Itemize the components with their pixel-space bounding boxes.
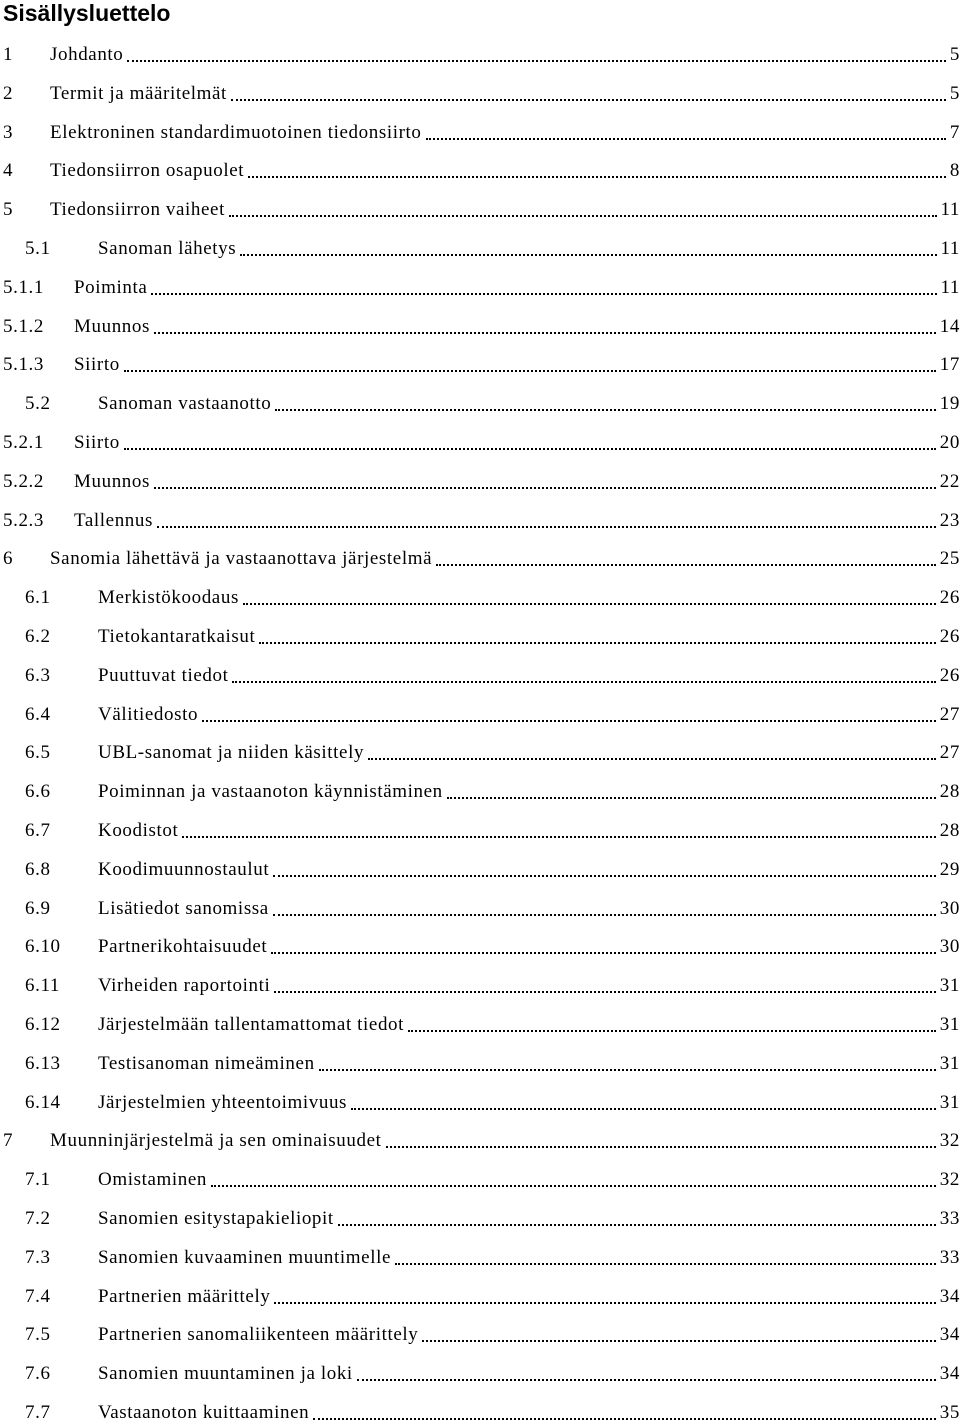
toc-entry[interactable]	[0, 1128, 960, 1152]
dot-leader	[436, 564, 936, 566]
dot-leader	[154, 332, 936, 334]
toc-entry-number: 6.5	[25, 742, 51, 764]
toc-entry[interactable]	[0, 430, 960, 454]
toc-entry-title: Sanomien kuvaaminen muuntimelle	[98, 1247, 391, 1269]
toc-entry-page: 5	[948, 44, 960, 66]
toc-entry-page: 28	[938, 820, 960, 842]
toc-entry[interactable]	[0, 818, 960, 842]
toc-entry[interactable]	[0, 42, 960, 66]
toc-entry-page: 31	[938, 1014, 960, 1036]
dot-leader	[368, 758, 936, 760]
toc-entry-page: 7	[948, 122, 960, 144]
toc-entry[interactable]	[0, 1361, 960, 1385]
toc-entry-page: 27	[938, 742, 960, 764]
dot-leader	[124, 370, 936, 372]
toc-entry-number: 6.8	[25, 859, 51, 881]
toc-entry-title: Elektroninen standardimuotoinen tiedonsiirto	[50, 122, 422, 144]
toc-entry-number: 6	[3, 548, 13, 570]
toc-entry[interactable]	[0, 314, 960, 338]
toc-entry-page: 32	[938, 1130, 960, 1152]
toc-entry[interactable]	[0, 857, 960, 881]
toc-entry-title: Johdanto	[50, 44, 123, 66]
toc-entry-page: 11	[939, 238, 960, 260]
toc-entry-title: Virheiden raportointi	[98, 975, 270, 997]
toc-entry-title: Merkistökoodaus	[98, 587, 239, 609]
toc-entry-number: 6.12	[25, 1014, 61, 1036]
dot-leader	[386, 1146, 936, 1148]
toc-entry-number: 5.1	[25, 238, 51, 260]
toc-entry-title: Poiminnan ja vastaanoton käynnistäminen	[98, 781, 443, 803]
toc-entry-page: 25	[938, 548, 960, 570]
toc-entry-title: Partnerien määrittely	[98, 1286, 270, 1308]
toc-entry[interactable]	[0, 779, 960, 803]
toc-entry-number: 6.3	[25, 665, 51, 687]
dot-leader	[274, 1302, 935, 1304]
toc-entry[interactable]	[0, 158, 960, 182]
toc-entry[interactable]	[0, 352, 960, 376]
toc-entry-page: 34	[938, 1324, 960, 1346]
dot-leader	[408, 1030, 936, 1032]
toc-entry[interactable]	[0, 546, 960, 570]
toc-entry-page: 20	[938, 432, 960, 454]
toc-entry-page: 8	[948, 160, 960, 182]
dot-leader	[229, 215, 937, 217]
toc-entry-number: 4	[3, 160, 13, 182]
toc-entry[interactable]	[0, 120, 960, 144]
toc-entry[interactable]	[0, 896, 960, 920]
toc-entry-page: 30	[938, 898, 960, 920]
dot-leader	[271, 952, 936, 954]
toc-entry-title: Järjestelmään tallentamattomat tiedot	[98, 1014, 404, 1036]
dot-leader	[127, 60, 945, 62]
toc-entry-number: 6.13	[25, 1053, 61, 1075]
toc-entry-number: 6.7	[25, 820, 51, 842]
toc-entry-title: Testisanoman nimeäminen	[98, 1053, 315, 1075]
dot-leader	[274, 991, 935, 993]
toc-entry-title: Termit ja määritelmät	[50, 83, 227, 105]
toc-entry-page: 11	[939, 199, 960, 221]
toc-entry-page: 11	[939, 277, 960, 299]
toc-entry-title: Sanoman vastaanotto	[98, 393, 271, 415]
dot-leader	[273, 875, 936, 877]
dot-leader	[243, 603, 936, 605]
toc-entry-number: 7.5	[25, 1324, 51, 1346]
toc-entry[interactable]	[0, 1206, 960, 1230]
toc-entry-title: Sanomia lähettävä ja vastaanottava järjestelmä	[50, 548, 432, 570]
toc-entry-page: 35	[938, 1402, 960, 1424]
toc-entry-page: 19	[938, 393, 960, 415]
toc-entry-title: Koodistot	[98, 820, 178, 842]
toc-entry-number: 6.6	[25, 781, 51, 803]
dot-leader	[357, 1379, 936, 1381]
toc-entry-number: 6.11	[25, 975, 60, 997]
toc-entry-number: 7.4	[25, 1286, 51, 1308]
toc-entry[interactable]	[0, 1245, 960, 1269]
toc-entry-title: Tallennus	[74, 510, 153, 532]
toc-entry[interactable]	[0, 702, 960, 726]
toc-entry-page: 34	[938, 1286, 960, 1308]
toc-entry[interactable]	[0, 1051, 960, 1075]
toc-entry-page: 26	[938, 626, 960, 648]
toc-entry[interactable]	[0, 624, 960, 648]
toc-entry-title: Siirto	[74, 354, 120, 376]
toc-entry-title: Välitiedosto	[98, 704, 198, 726]
toc-entry[interactable]	[0, 1284, 960, 1308]
dot-leader	[154, 487, 936, 489]
dot-leader	[395, 1263, 936, 1265]
dot-leader	[211, 1185, 936, 1187]
toc-entry-title: Poiminta	[74, 277, 147, 299]
toc-entry[interactable]	[0, 81, 960, 105]
toc-entry-title: Muunninjärjestelmä ja sen ominaisuudet	[50, 1130, 382, 1152]
toc-entry-page: 33	[938, 1208, 960, 1230]
dot-leader	[422, 1340, 935, 1342]
toc-entry-title: Lisätiedot sanomissa	[98, 898, 269, 920]
dot-leader	[151, 293, 936, 295]
toc-entry-title: Siirto	[74, 432, 120, 454]
toc-entry-page: 23	[938, 510, 960, 532]
toc-entry-title: Tiedonsiirron vaiheet	[50, 199, 225, 221]
toc-entry-number: 6.4	[25, 704, 51, 726]
toc-entry-number: 3	[3, 122, 13, 144]
toc-entry[interactable]	[0, 1090, 960, 1114]
toc-entry-number: 6.1	[25, 587, 51, 609]
toc-entry-number: 6.10	[25, 936, 61, 958]
toc-entry-number: 7.1	[25, 1169, 51, 1191]
toc-entry[interactable]	[0, 391, 960, 415]
dot-leader	[447, 797, 936, 799]
toc-entry[interactable]	[0, 275, 960, 299]
dot-leader	[313, 1418, 936, 1420]
toc-entry-page: 5	[948, 83, 960, 105]
toc-entry-title: Sanoman lähetys	[98, 238, 236, 260]
toc-entry-page: 31	[938, 975, 960, 997]
dot-leader	[351, 1108, 936, 1110]
toc-entry-page: 32	[938, 1169, 960, 1191]
toc-entry[interactable]	[0, 236, 960, 260]
toc-entry[interactable]	[0, 197, 960, 221]
toc-entry-title: Muunnos	[74, 471, 150, 493]
toc-entry-page: 14	[938, 316, 960, 338]
dot-leader	[426, 138, 946, 140]
dot-leader	[259, 642, 935, 644]
toc-entry-title: Partnerikohtaisuudet	[98, 936, 267, 958]
toc-entry-page: 30	[938, 936, 960, 958]
toc-entry-number: 7.3	[25, 1247, 51, 1269]
toc-entry-title: Tietokantaratkaisut	[98, 626, 255, 648]
toc-entry-number: 5	[3, 199, 13, 221]
dot-leader	[231, 99, 946, 101]
toc-entry-number: 5.2.1	[3, 432, 44, 454]
toc-entry-number: 7.7	[25, 1402, 51, 1424]
toc-entry-page: 31	[938, 1092, 960, 1114]
toc-entry-page: 31	[938, 1053, 960, 1075]
toc-entry-number: 5.1.2	[3, 316, 44, 338]
toc-entry-number: 6.9	[25, 898, 51, 920]
dot-leader	[273, 914, 936, 916]
toc-entry-title: Koodimuunnostaulut	[98, 859, 269, 881]
dot-leader	[240, 254, 936, 256]
toc-entry-number: 2	[3, 83, 13, 105]
dot-leader	[182, 836, 935, 838]
dot-leader	[202, 720, 936, 722]
toc-entry[interactable]	[0, 740, 960, 764]
toc-entry-title: Järjestelmien yhteentoimivuus	[98, 1092, 347, 1114]
toc-entry-number: 5.1.1	[3, 277, 44, 299]
toc-entry-number: 7.6	[25, 1363, 51, 1385]
dot-leader	[248, 176, 946, 178]
dot-leader	[157, 526, 936, 528]
toc-entry[interactable]	[0, 585, 960, 609]
toc-entry-title: Omistaminen	[98, 1169, 207, 1191]
toc-entry-number: 5.2.3	[3, 510, 44, 532]
toc-entry-page: 17	[938, 354, 960, 376]
toc-entry-number: 7.2	[25, 1208, 51, 1230]
toc-entry-number: 5.1.3	[3, 354, 44, 376]
toc-entry[interactable]	[0, 973, 960, 997]
toc-entry-page: 34	[938, 1363, 960, 1385]
toc-entry-page: 26	[938, 587, 960, 609]
toc-entry[interactable]	[0, 1322, 960, 1346]
toc-entry-title: Puuttuvat tiedot	[98, 665, 228, 687]
toc-entry[interactable]	[0, 934, 960, 958]
toc-entry-title: Tiedonsiirron osapuolet	[50, 160, 244, 182]
toc-entry-page: 28	[938, 781, 960, 803]
toc-entry[interactable]	[0, 1400, 960, 1424]
toc-entry-number: 5.2	[25, 393, 51, 415]
toc-entry-title: Sanomien esitystapakieliopit	[98, 1208, 334, 1230]
toc-entry[interactable]	[0, 1012, 960, 1036]
dot-leader	[124, 448, 936, 450]
toc-entry-number: 6.14	[25, 1092, 61, 1114]
toc-entry-page: 26	[938, 665, 960, 687]
toc-entry[interactable]	[0, 663, 960, 687]
toc-entry-page: 27	[938, 704, 960, 726]
toc-entry-page: 33	[938, 1247, 960, 1269]
toc-entry-number: 5.2.2	[3, 471, 44, 493]
dot-leader	[232, 681, 935, 683]
toc-entry-title: Vastaanoton kuittaaminen	[98, 1402, 309, 1424]
toc-entry-number: 7	[3, 1130, 13, 1152]
toc-entry[interactable]	[0, 469, 960, 493]
toc-entry-title: Partnerien sanomaliikenteen määrittely	[98, 1324, 418, 1346]
toc-entry[interactable]	[0, 1167, 960, 1191]
toc-entry-title: Muunnos	[74, 316, 150, 338]
toc-entry-title: Sanomien muuntaminen ja loki	[98, 1363, 353, 1385]
toc-entry-page: 22	[938, 471, 960, 493]
page-title: Sisällysluettelo	[3, 0, 170, 27]
toc-entry-title: UBL-sanomat ja niiden käsittely	[98, 742, 364, 764]
dot-leader	[275, 409, 935, 411]
toc-entry-number: 6.2	[25, 626, 51, 648]
dot-leader	[338, 1224, 936, 1226]
toc-entry-page: 29	[938, 859, 960, 881]
dot-leader	[319, 1069, 936, 1071]
toc-entry-number: 1	[3, 44, 13, 66]
toc-entry[interactable]	[0, 508, 960, 532]
